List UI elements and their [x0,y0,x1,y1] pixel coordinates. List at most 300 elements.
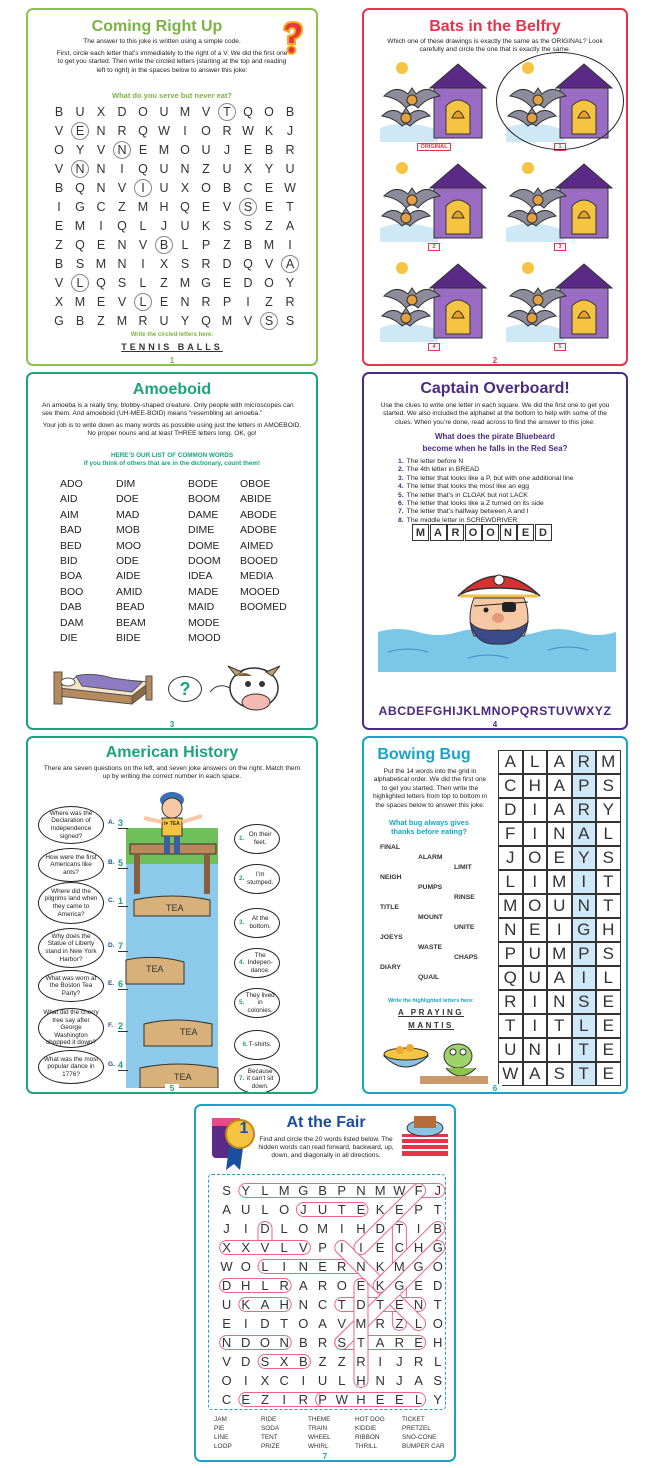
grid-letter: Q [201,314,211,328]
grid-letter: E [318,1259,327,1274]
word-bank-item: ALARM [418,854,443,861]
word-bank-item: NEIGH [380,874,402,881]
grid-letter: I [416,1221,421,1236]
clue-item [398,475,624,483]
grid-letter: E [356,1278,366,1293]
page-title: Bowing Bug [377,746,471,763]
grid-letter: W [393,1183,406,1198]
grid-box: J [498,846,523,870]
answer-letter-box: N [500,524,517,541]
grid-letter: O [138,105,148,119]
word-list-item: MOB [116,524,140,537]
grid-box: N [572,894,597,918]
joke-bubble [234,908,280,938]
clue-text: The 4th letter in BREAD [406,466,480,474]
grid-letter: G [413,1259,424,1274]
grid-letter: R [298,1392,309,1407]
grid-box: A [547,750,572,774]
answer-number[interactable]: 1 [118,896,128,907]
grid-box: A [547,798,572,822]
grid-letter: L [434,1354,442,1369]
grid-box: H [596,918,621,942]
belfry-drawing[interactable] [378,158,490,242]
grid-letter: L [261,1259,269,1274]
answer-letter-box: E [517,524,534,541]
grid-letter: U [241,1202,251,1217]
clue-number: 4. [398,483,404,491]
grid-letter: U [159,105,169,119]
clue-text: The letter that looks like a Z turned on its side [406,500,544,508]
grid-letter: H [356,1373,366,1388]
grid-letter: Z [202,162,210,176]
bed-illustration [52,664,160,712]
grid-letter: I [301,1373,306,1388]
grid-letter: E [96,295,106,309]
word-bank-item: PUMPS [418,884,443,891]
joke-question: What bug always gives thanks before eating? [389,818,469,836]
belfry-drawing[interactable] [504,258,616,342]
grid-box: W [498,1062,523,1086]
grid-letter: P [337,1183,347,1198]
grid-box: A [547,966,572,990]
joke-number: 3. [239,919,245,927]
word-list-item: BIDE [116,632,141,644]
grid-letter: M [158,143,170,157]
grid-letter: E [414,1278,423,1293]
joke-text: At the bottom. [249,915,271,930]
drawing-label: ORIGINAL [410,144,458,150]
grid-letter: Q [96,276,106,290]
joke-bubble [234,988,280,1018]
word-list-item: BEAM [116,616,146,629]
grid-box: P [498,942,523,966]
grid-letter: X [260,1373,270,1388]
clue-text: The letter that’s in CLOAK but not LACK [406,491,528,499]
question-bubble: What was worn at the Boston Tea Party? [38,970,104,1002]
grid-letter: D [243,276,253,290]
grid-letter: R [285,143,295,157]
grid-box: M [498,894,523,918]
grid-letter: E [241,1392,251,1407]
clue-item [398,508,624,516]
grid-letter: L [261,1183,269,1198]
grid-box: F [498,822,523,846]
shirt-label: I♥ TEA [164,821,180,827]
grid-letter: Y [264,162,274,176]
grid-letter: E [395,1297,404,1312]
grid-letter: K [241,1297,251,1312]
clue-number: 1. [398,458,404,465]
grid-letter: I [243,1373,248,1388]
grid-letter: E [395,1202,404,1217]
clue-number: 5. [398,491,404,499]
grid-letter: L [181,238,189,252]
grid-letter: Z [160,276,168,290]
grid-letter: M [374,1183,386,1198]
word-search-grid [208,1174,446,1410]
grid-letter: P [318,1392,327,1407]
grid-letter: E [201,200,211,214]
clue-item [398,492,624,500]
word-bank-item: QUAIL [418,974,440,981]
page-number: 6 [364,1084,626,1093]
word-bank-item: JOEYS [380,934,403,941]
grid-box: T [572,1038,597,1062]
grid-letter: C [317,1297,328,1312]
write-label: Write the circled letters here: [130,332,214,338]
grid-letter: G [201,276,211,290]
page-number: 7 [196,1452,454,1461]
grid-letter: A [375,1335,385,1350]
clue-list [398,458,624,525]
list-subheading: If you think of others that are in the dictionary, count them! [83,460,261,467]
grid-box: I [547,1038,572,1062]
answer-boxes [412,524,592,542]
belfry-drawing[interactable] [378,258,490,342]
word-list-item: BODE [188,478,218,490]
word-list-item: TRAIN [308,1425,328,1432]
grid-letter: X [159,257,169,271]
instructions-text: First, circle each letter that’s immediately to the right of a V. We did the first one to get you started. Then write the circled letters (starting at the top and reading left to right) in the spaces below to answer this joke: [56,50,288,74]
grid-letter: I [378,1354,382,1369]
grid-letter: E [264,181,274,195]
grid-letter: R [138,314,148,328]
tea-crate-label: TEA [146,964,164,974]
grid-letter: P [318,1240,327,1255]
page-title: Coming Right Up [91,18,223,35]
word-list [60,478,300,648]
grid-letter: A [299,1278,308,1293]
grid-letter: B [264,143,274,157]
word-list-item: BED [60,539,82,552]
word-list-item: KIDDIE [355,1425,377,1432]
grid-box: S [596,942,621,966]
grid-letter: V [260,1240,270,1255]
drawing-label: 1 [536,144,584,150]
grid-letter: Z [97,314,105,328]
clue-text: The letter before N [406,458,464,465]
grid-letter: R [394,1335,405,1350]
grid-letter: A [285,219,295,233]
grid-letter: Q [117,219,127,233]
answer-number[interactable]: 7 [118,941,128,952]
page-title: Amoeboid [132,381,212,398]
grid-letter: U [221,1297,232,1312]
grid-letter: E [375,1392,385,1407]
grid-letter: S [260,1354,270,1369]
grid-letter: E [54,219,64,233]
grid-letter: B [54,105,64,119]
grid-letter: O [432,1259,443,1274]
grid-letter: S [239,198,257,216]
word-list-item: MOO [116,539,142,552]
grid-letter: M [263,238,275,252]
grid-letter: H [279,1297,289,1312]
grid-box: N [547,822,572,846]
grid-box: E [596,1062,621,1086]
grid-box: N [547,990,572,1014]
grid-box: T [498,1014,523,1038]
grid-letter: V [54,162,64,176]
grid-letter: N [117,238,127,252]
grid-letter: O [201,124,211,138]
grid-letter: G [75,200,85,214]
question-bubble: How were the first Americans like ants? [38,848,104,882]
word-list-item: DOOM [188,555,221,567]
grid-letter: T [395,1221,404,1236]
grid-letter: M [278,1183,290,1198]
grid-letter: I [243,1316,248,1331]
grid-box: O [523,846,548,870]
grid-letter: X [241,1240,251,1255]
word-list-item: WHIRL [308,1443,329,1450]
grid-letter: V [222,1354,231,1369]
grid-letter: O [336,1278,347,1293]
grid-letter: O [298,1221,309,1236]
grid-box: U [523,942,548,966]
grid-letter: I [134,179,152,197]
grid-box: S [547,1062,572,1086]
puzzle-panel-american-history [26,736,318,1094]
grid-letter: U [159,162,169,176]
grid-letter: S [243,219,253,233]
grid-letter: X [222,1240,231,1255]
word-list-item: BEAD [116,601,145,614]
grid-letter: Z [265,219,273,233]
grid-letter: I [246,295,250,309]
grid-letter: D [241,1335,251,1350]
grid-letter: T [356,1335,365,1350]
grid-letter: Q [180,200,190,214]
grid-letter: B [299,1354,308,1369]
intro-text: Which one of these drawings is exactly the same as the ORIGINAL? Look carefully and circle the one that is exactly the same. [387,38,603,54]
word-fill-grid [498,750,622,1086]
grid-letter: E [264,200,274,214]
grid-box: Q [498,966,523,990]
intro-text: An amoeba is a really tiny, blobby-shaped creature. Only people with microscopes can see them. And amoeboid (UH-MEE-BOID) means “resembling an amoeba.” [42,402,294,418]
intro-text: Find and circle the 20 words listed below. The hidden words can read forward, backward, up, down, and diagonally in all directions. [258,1136,394,1159]
grid-letter: W [284,181,296,195]
clue-item [398,500,624,508]
grid-letter: L [139,276,147,290]
grid-box: R [572,798,597,822]
answer-number[interactable]: 2 [118,1021,128,1032]
answer-number[interactable]: 6 [118,979,128,990]
grid-letter: E [356,1202,366,1217]
drawing-label: 5 [536,344,584,350]
grid-letter: E [395,1392,404,1407]
joke-text: Because it can’t sit down. [246,1067,274,1090]
grid-box: R [498,990,523,1014]
grid-box: I [523,798,548,822]
word-list-item: RIBBON [355,1434,380,1441]
word-list-item: ADO [60,478,83,490]
word-list-item: ODE [116,555,139,567]
belfry-drawing[interactable] [504,158,616,242]
grid-letter: L [414,1392,423,1407]
page-title: At the Fair [286,1114,366,1131]
grid-letter: I [99,219,103,233]
word-list-item: MAID [188,601,215,614]
grid-letter: V [117,181,127,195]
grid-letter: V [299,1240,308,1255]
grid-letter: D [241,1354,251,1369]
grid-letter: T [376,1297,385,1312]
answer-line-1: A PRAYING [398,1008,464,1017]
boy-on-dock-illustration [124,788,220,1088]
grid-letter: W [335,1392,348,1407]
grid-letter: V [222,200,232,214]
grid-letter: U [180,219,190,233]
word-list-item: TENT [261,1434,278,1441]
grid-letter: A [222,1202,231,1217]
grid-letter: H [241,1278,251,1293]
grid-letter: T [433,1202,442,1217]
grid-letter: S [260,312,278,330]
grid-letter: J [396,1373,403,1388]
answer-number[interactable]: 3 [118,818,128,829]
grid-box: I [523,870,548,894]
puzzle-panel-captain-overboard [362,372,628,730]
word-list-item: BUMPER CAR [402,1443,445,1450]
drawing-label: 4 [410,344,458,350]
answer-letter: D. [108,942,115,949]
answer-letter-box: A [430,524,447,541]
grid-letter: D [433,1278,443,1293]
grid-letter: V [243,314,253,328]
word-bank-item: LIMIT [454,864,472,871]
grid-letter: O [221,1373,232,1388]
joke-bubble [234,948,280,978]
grid-letter: D [260,1316,270,1331]
grid-letter: T [433,1297,442,1312]
answer-number[interactable]: 4 [118,1060,128,1071]
belfry-drawing[interactable] [378,58,490,142]
grid-letter: T [337,1297,346,1312]
answer-letter-box: R [447,524,464,541]
grid-letter: H [433,1335,443,1350]
joke-text: I’m stumped. [247,871,274,886]
joke-bubble [234,824,280,854]
grid-box: L [572,1014,597,1038]
word-bank [380,844,490,994]
grid-letter: T [286,200,294,214]
word-list-item: ABODE [240,508,277,521]
word-list-item: DOME [188,539,220,552]
grid-letter: J [434,1183,441,1198]
grid-letter: Z [265,295,273,309]
word-list-item: DIM [116,478,136,490]
intro-text: Use the clues to write one letter in each square. We did the first one to get you started. We also included the alphabet at the bottom to help with some of the clues. When you’re done, read across to find the answer to this joke: [380,402,610,426]
grid-letter: D [375,1221,385,1236]
grid-box: U [498,1038,523,1062]
question-bubble: Why does the Statue of Liberty stand in New York Harbor? [38,928,104,968]
answer-number[interactable]: 5 [118,858,128,869]
joke-bubble [234,864,280,894]
answer-letter: A. [108,819,115,826]
answer-letter-box: O [482,524,499,541]
joke-number: 2. [239,875,245,883]
word-bank-item: WASTE [418,944,443,951]
joke-answer-bubbles [224,738,318,1094]
drawing-label: 2 [410,244,458,250]
page-number: 4 [364,720,626,729]
grid-letter: B [54,257,64,271]
grid-letter: I [282,1259,286,1274]
tea-crate-label: TEA [174,1072,192,1082]
grid-letter: L [261,1202,269,1217]
grid-letter: N [180,295,190,309]
grid-letter: Q [243,105,253,119]
grid-letter: V [117,295,127,309]
word-list-item: AMID [116,585,143,598]
grid-letter: E [222,1316,231,1331]
grid-letter: C [96,200,106,214]
grid-letter: C [221,1392,232,1407]
grid-letter: K [264,124,274,138]
grid-box: M [596,750,621,774]
grid-letter: H [413,1240,424,1255]
clue-number: 6. [398,500,404,508]
joke-text: T-shirts. [248,1041,272,1049]
grid-letter: O [240,1259,251,1274]
grid-letter: H [356,1392,366,1407]
grid-box: Y [572,846,597,870]
grid-letter: O [259,1335,270,1350]
grid-letter: L [280,1240,288,1255]
grid-letter: X [279,1354,289,1369]
grid-box: L [596,966,621,990]
grid-box: S [596,846,621,870]
grid-letter: Z [318,1354,327,1369]
word-list-item: BOA [60,570,83,583]
grid-letter: Q [138,124,148,138]
answer-letter: F. [108,1022,114,1029]
grid-letter: R [222,124,232,138]
grid-letter: R [117,124,127,138]
grid-letter: O [180,143,190,157]
grid-letter: Y [180,314,190,328]
grid-box: I [523,1014,548,1038]
grid-letter: M [355,1316,367,1331]
grid-box: S [596,774,621,798]
grid-box: H [523,774,548,798]
grid-letter: H [159,200,169,214]
grid-box: I [523,990,548,1014]
grid-letter: U [201,143,211,157]
grid-box: T [572,1062,597,1086]
word-list-item: ADOBE [240,524,277,537]
grid-letter: T [337,1202,346,1217]
grid-letter: O [264,276,274,290]
grid-letter: W [220,1259,233,1274]
grid-letter: N [413,1297,424,1312]
grid-letter: T [218,103,236,121]
grid-letter: G [394,1278,405,1293]
word-list-item: LOOP [214,1443,232,1450]
grid-letter: X [96,105,106,119]
grid-letter: A [260,1297,270,1312]
grid-letter: C [279,1373,289,1388]
word-list [214,1416,446,1456]
grid-letter: E [159,295,169,309]
intro-text: Put the 14 words into the grid in alphabetical order. We did the first one to get you started. Then write the highlighted letters from top to bottom in the spaces below to answer this joke: [373,768,487,809]
grid-letter: Z [223,238,231,252]
answer-letter: G. [108,1061,115,1068]
grid-letter: B [299,1335,308,1350]
grid-letter: B [318,1183,327,1198]
word-list-item: OBOE [240,478,271,490]
